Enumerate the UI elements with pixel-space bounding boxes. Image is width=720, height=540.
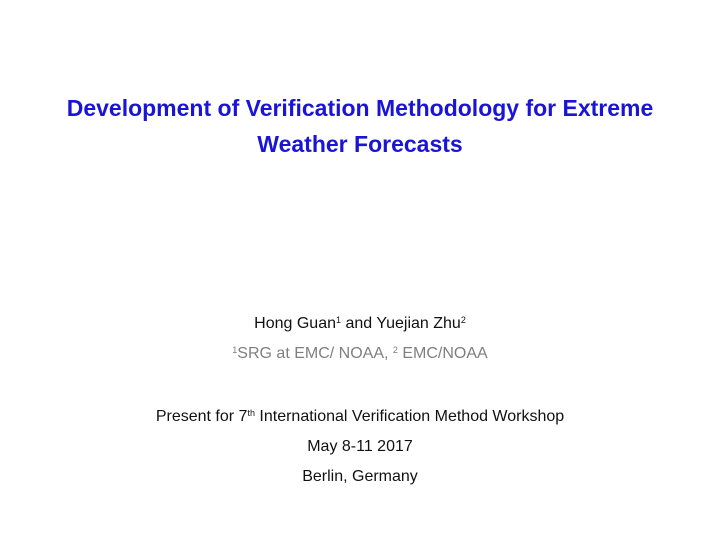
affiliation-1: SRG at EMC/ NOAA, — [237, 345, 393, 362]
author-name-1: Hong Guan — [254, 315, 336, 332]
affiliation-line — [0, 342, 720, 366]
author-line — [0, 312, 720, 336]
event-line-prefix: Present for 7 — [155, 408, 248, 425]
affiliation-2-marker: 2 — [392, 345, 398, 355]
event-location: Berlin, Germany — [302, 468, 418, 485]
event-line — [0, 402, 720, 432]
event-line-suffix: International Verification Method Workshop — [254, 408, 565, 425]
affiliation-1-marker: 1 — [232, 345, 238, 355]
event-info — [0, 402, 720, 492]
title-line-1: Development of Verification Methodology for Extreme — [66, 95, 654, 121]
author-conjunction: and — [341, 315, 377, 332]
author-2-affiliation-marker: 2 — [460, 315, 466, 325]
ordinal-suffix: th — [247, 408, 255, 418]
event-date: May 8-11 2017 — [307, 438, 413, 455]
author-name-2: Yuejian Zhu — [376, 315, 461, 332]
affiliation-2: EMC/NOAA — [397, 345, 488, 362]
slide-title — [10, 90, 710, 162]
title-line-2: Weather Forecasts — [257, 131, 463, 157]
author-1-affiliation-marker: 1 — [336, 315, 342, 325]
